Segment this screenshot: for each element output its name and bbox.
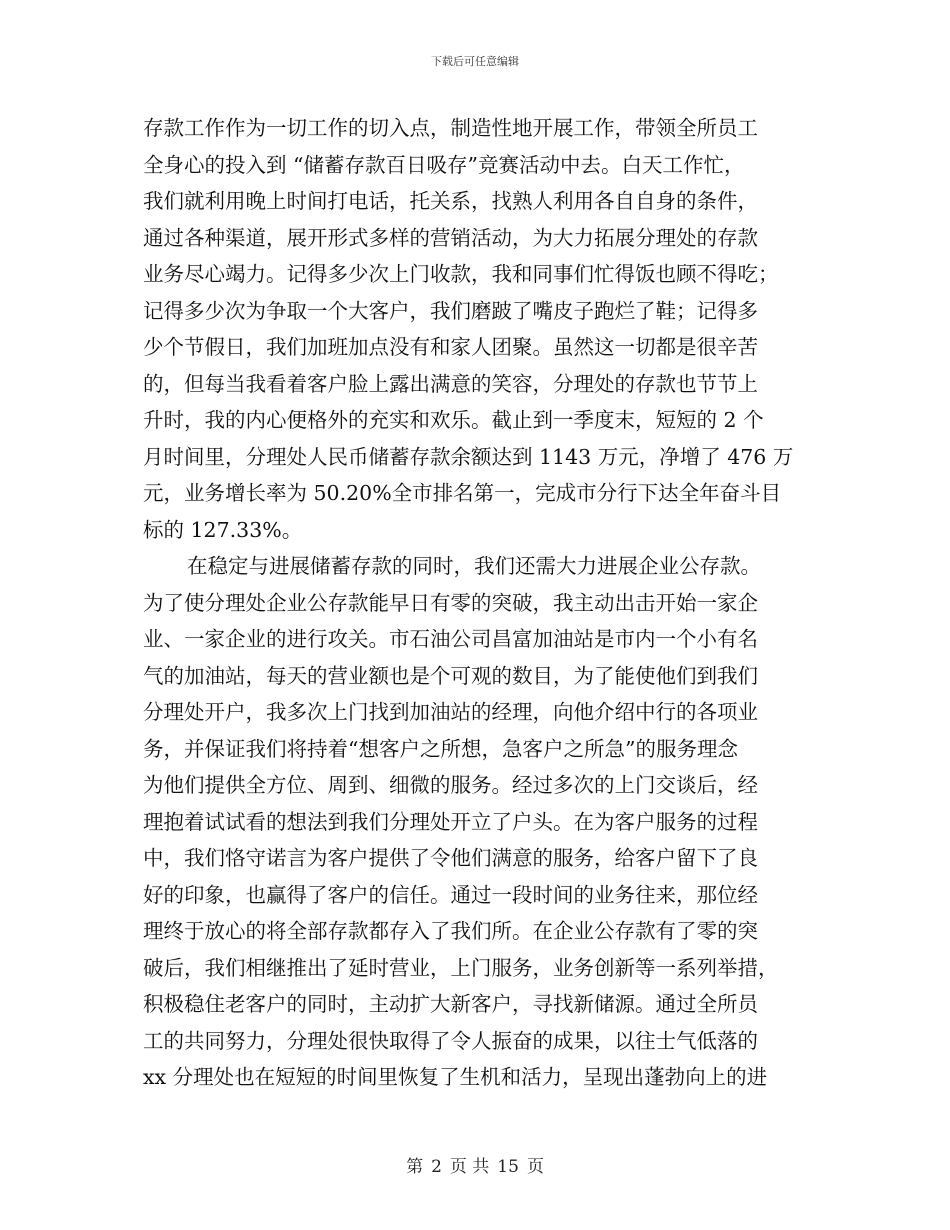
text-line: 好的印象，也赢得了客户的信任。通过一段时间的业务往来，那位经 bbox=[143, 882, 758, 907]
text-line: 分理处开户，我多次上门找到加油站的经理，向他介绍中行的各项业 bbox=[143, 700, 758, 724]
text-line: 月时间里，分理处人民币储蓄存款余额达到 1143 万元，净增了 476 万 bbox=[143, 444, 794, 469]
text-line: 为他们提供全方位、周到、细微的服务。经过多次的上门交谈后，经 bbox=[143, 773, 758, 797]
text-line: 理终于放心的将全部存款都存入了我们所。在企业公存款有了零的突 bbox=[143, 919, 758, 943]
page-footer bbox=[0, 1152, 950, 1177]
paragraph bbox=[143, 548, 815, 1096]
text-line: 在稳定与进展储蓄存款的同时，我们还需大力进展企业公存款。 bbox=[187, 554, 761, 578]
text-line: 气的加油站，每天的营业额也是个可观的数目，为了能使他们到我们 bbox=[143, 663, 758, 688]
text-line: 少个节假日，我们加班加点没有和家人团聚。虽然这一切都是很辛苦 bbox=[143, 335, 758, 359]
text-line: 通过各种渠道，展开形式多样的营销活动，为大力拓展分理处的存款 bbox=[143, 225, 758, 250]
current-page-number: 2 bbox=[431, 1157, 442, 1177]
text-line: 升时，我的内心便格外的充实和欢乐。截止到一季度末，短短的 2 个 bbox=[143, 408, 764, 432]
paragraph bbox=[143, 110, 815, 548]
text-line: 存款工作作为一切工作的切入点，制造性地开展工作，带领全所员工 bbox=[143, 116, 758, 140]
text-line: 为了使分理处企业公存款能早日有零的突破，我主动出击开始一家企 bbox=[143, 590, 758, 615]
text-line: 记得多少次为争取一个大客户，我们磨跛了嘴皮子跑烂了鞋；记得多 bbox=[143, 298, 758, 323]
text-line: 元，业务增长率为 50.20%全市排名第一，完成市分行下达全年奋斗目 bbox=[143, 481, 782, 505]
text-line: 积极稳住老客户的同时，主动扩大新客户，寻找新储源。通过全所员 bbox=[143, 992, 758, 1016]
text-line: 业务尽心竭力。记得多少次上门收款，我和同事们忙得饭也顾不得吃； bbox=[143, 262, 779, 286]
text-line: 理抱着试试看的想法到我们分理处开立了户头。在为客户服务的过程 bbox=[143, 809, 758, 834]
text-line: 的，但每当我看着客户脸上露出满意的笑容，分理处的存款也节节上 bbox=[143, 371, 758, 396]
text-line: 标的 127.33%。 bbox=[143, 517, 303, 542]
text-line: 中，我们恪守诺言为客户提供了令他们满意的服务，给客户留下了良 bbox=[143, 846, 758, 870]
text-line: 破后，我们相继推出了延时营业，上门服务，业务创新等一系列举措， bbox=[143, 955, 779, 980]
page-footer-middle: 页 共 bbox=[449, 1157, 490, 1177]
page-header: 下载后可任意编辑 bbox=[431, 55, 519, 68]
text-line: xx 分理处也在短短的时间里恢复了生机和活力，呈现出蓬勃向上的进 bbox=[143, 1065, 768, 1089]
text-line: 工的共同努力，分理处很快取得了令人振奋的成果，以往士气低落的 bbox=[143, 1028, 758, 1053]
total-page-count: 15 bbox=[497, 1157, 519, 1177]
document-body bbox=[143, 110, 815, 1096]
text-line: 业、一家企业的进行攻关。市石油公司昌富加油站是市内一个小有名 bbox=[143, 627, 758, 651]
page-footer-prefix: 第 bbox=[406, 1157, 424, 1177]
text-line: 我们就利用晚上时间打电话，托关系，找熟人利用各自自身的条件， bbox=[143, 189, 758, 213]
page-footer-suffix: 页 bbox=[526, 1157, 544, 1177]
text-line: 全身心的投入到 “储蓄存款百日吸存”竞赛活动中去。白天工作忙， bbox=[143, 152, 745, 177]
text-line: 务，并保证我们将持着“想客户之所想，急客户之所急”的服务理念 bbox=[143, 736, 738, 761]
